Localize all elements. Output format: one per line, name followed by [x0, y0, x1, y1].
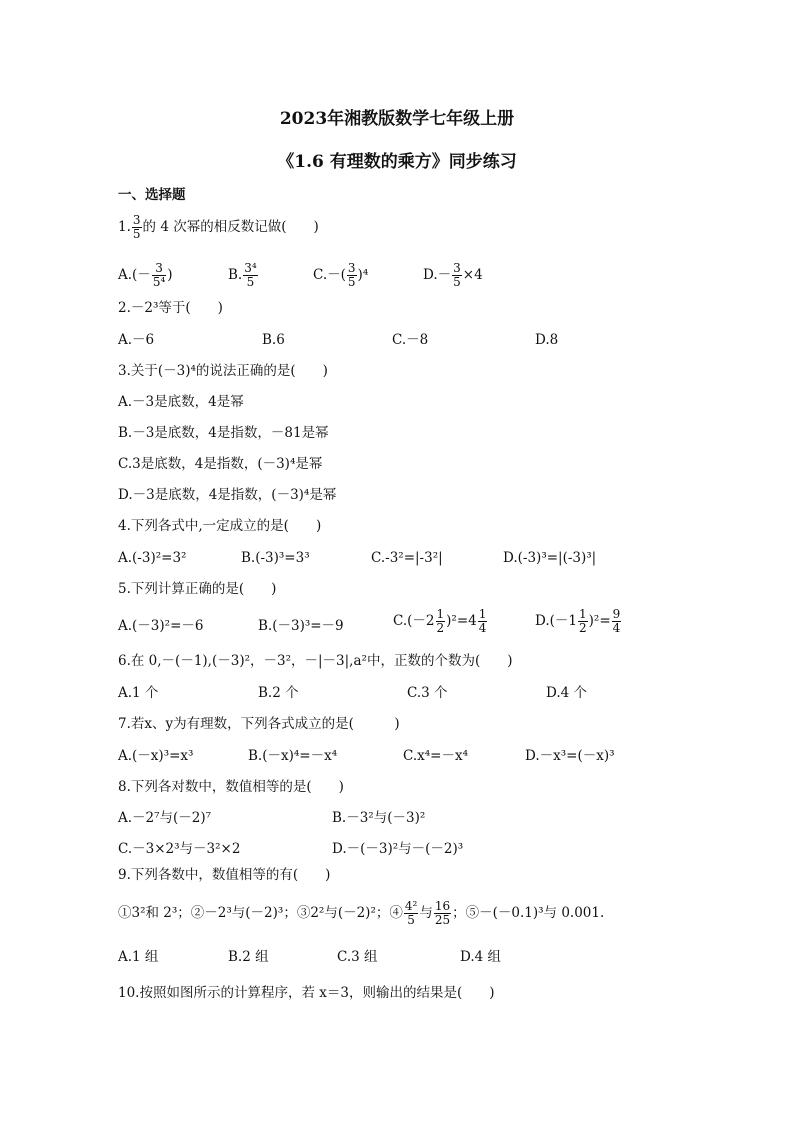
- question-3-option-b: B.－3是底数，4是指数，－81是幂: [118, 425, 329, 441]
- question-3-stem: 3.关于(－3)⁴的说法正确的是( ): [118, 363, 328, 379]
- question-2-option-b: B.6: [262, 332, 285, 348]
- question-4-option-d: D.(-3)³=|(-3)³|: [503, 550, 597, 566]
- question-7-option-a: A.(－x)³=x³: [118, 748, 194, 764]
- question-5-option-d: D.(－1 $\frac{1}{2}$ )²= $\frac{9}{4}$: [535, 607, 621, 635]
- question-5-option-a: A.(－3)²=－6: [118, 618, 204, 634]
- question-6-option-d: D.4 个: [546, 685, 588, 701]
- document-subtitle: 《1.6 有理数的乘方》同步练习: [277, 152, 517, 172]
- question-5-stem: 5.下列计算正确的是( ): [118, 581, 277, 597]
- question-9-option-b: B.2 组: [228, 949, 269, 965]
- question-9-option-d: D.4 组: [460, 949, 502, 965]
- question-6-option-c: C.3 个: [407, 685, 448, 701]
- question-3-option-d: D.－3是底数，4是指数，(－3)⁴是幂: [118, 487, 337, 503]
- question-8-option-b: B.－3²与(－3)²: [332, 810, 426, 826]
- question-7-option-b: B.(－x)⁴=－x⁴: [248, 748, 338, 764]
- question-2-option-a: A.－6: [118, 332, 155, 348]
- question-10-stem: 10.按照如图所示的计算程序，若 x＝3，则输出的结果是( ): [118, 985, 495, 1001]
- question-2-option-d: D.8: [535, 332, 559, 348]
- question-2-option-c: C.－8: [392, 332, 429, 348]
- question-9-items: ①3²和 2³；②－2³与(－2)³；③2²与(－2)²；④ $\frac{\text{4²}}{5}$ 与 $\frac{16}{25}$ ；⑤－(－0.1)³与 0.001.: [118, 899, 605, 927]
- question-1-option-c: C.－( $\frac{3}{5}$ )⁴: [313, 261, 369, 289]
- document-title: 2023年湘教版数学七年级上册: [279, 109, 515, 129]
- question-8-stem: 8.下列各对数中，数值相等的是( ): [118, 779, 344, 795]
- question-2-stem: 2.－2³等于( ): [118, 300, 223, 316]
- question-6-option-a: A.1 个: [118, 685, 159, 701]
- question-8-option-a: A.－2⁷与(－2)⁷: [118, 810, 212, 826]
- question-1-option-d: D.－ $\frac{3}{5}$ ×4: [423, 261, 483, 289]
- question-9-option-a: A.1 组: [118, 949, 159, 965]
- section-heading: 一、选择题: [118, 187, 186, 203]
- question-5-option-b: B.(－3)³=－9: [258, 618, 344, 634]
- question-8-option-c: C.－3×2³与－3²×2: [118, 841, 241, 857]
- question-4-option-a: A.(-3)²=3²: [118, 550, 187, 566]
- question-4-stem: 4.下列各式中,一定成立的是( ): [118, 518, 322, 534]
- question-4-option-c: C.-3²=|-3²|: [371, 550, 443, 566]
- question-1-option-b: B. $\frac{\text{3⁴}}{5}$: [228, 261, 257, 289]
- question-7-option-d: D.－x³=(－x)³: [525, 748, 615, 764]
- question-3-option-a: A.－3是底数，4是幂: [118, 394, 244, 410]
- question-5-option-c: C.(－2 $\frac{1}{2}$ )²=4 $\frac{1}{4}$: [393, 607, 487, 635]
- question-1-option-a: A.(－ $\frac{3}{\text{5⁴}}$ ): [118, 261, 173, 289]
- question-9-option-c: C.3 组: [337, 949, 378, 965]
- question-1-stem: 1. $\frac{3}{5}$ 的 4 次幂的相反数记做( ): [118, 213, 319, 241]
- question-4-option-b: B.(-3)³=3³: [241, 550, 310, 566]
- question-6-option-b: B.2 个: [258, 685, 299, 701]
- question-8-option-d: D.－(－3)²与－(－2)³: [332, 841, 464, 857]
- question-3-option-c: C.3是底数，4是指数，(－3)⁴是幂: [118, 456, 323, 472]
- question-7-option-c: C.x⁴=－x⁴: [403, 748, 469, 764]
- question-6-stem: 6.在 0,－(－1),(－3)²，－3²，－|－3|,a²中，正数的个数为( ): [118, 653, 513, 669]
- question-9-stem: 9.下列各数中，数值相等的有( ): [118, 867, 331, 883]
- question-7-stem: 7.若x、y为有理数，下列各式成立的是( ): [118, 716, 400, 732]
- fraction: $\frac{3}{5}$: [132, 213, 141, 241]
